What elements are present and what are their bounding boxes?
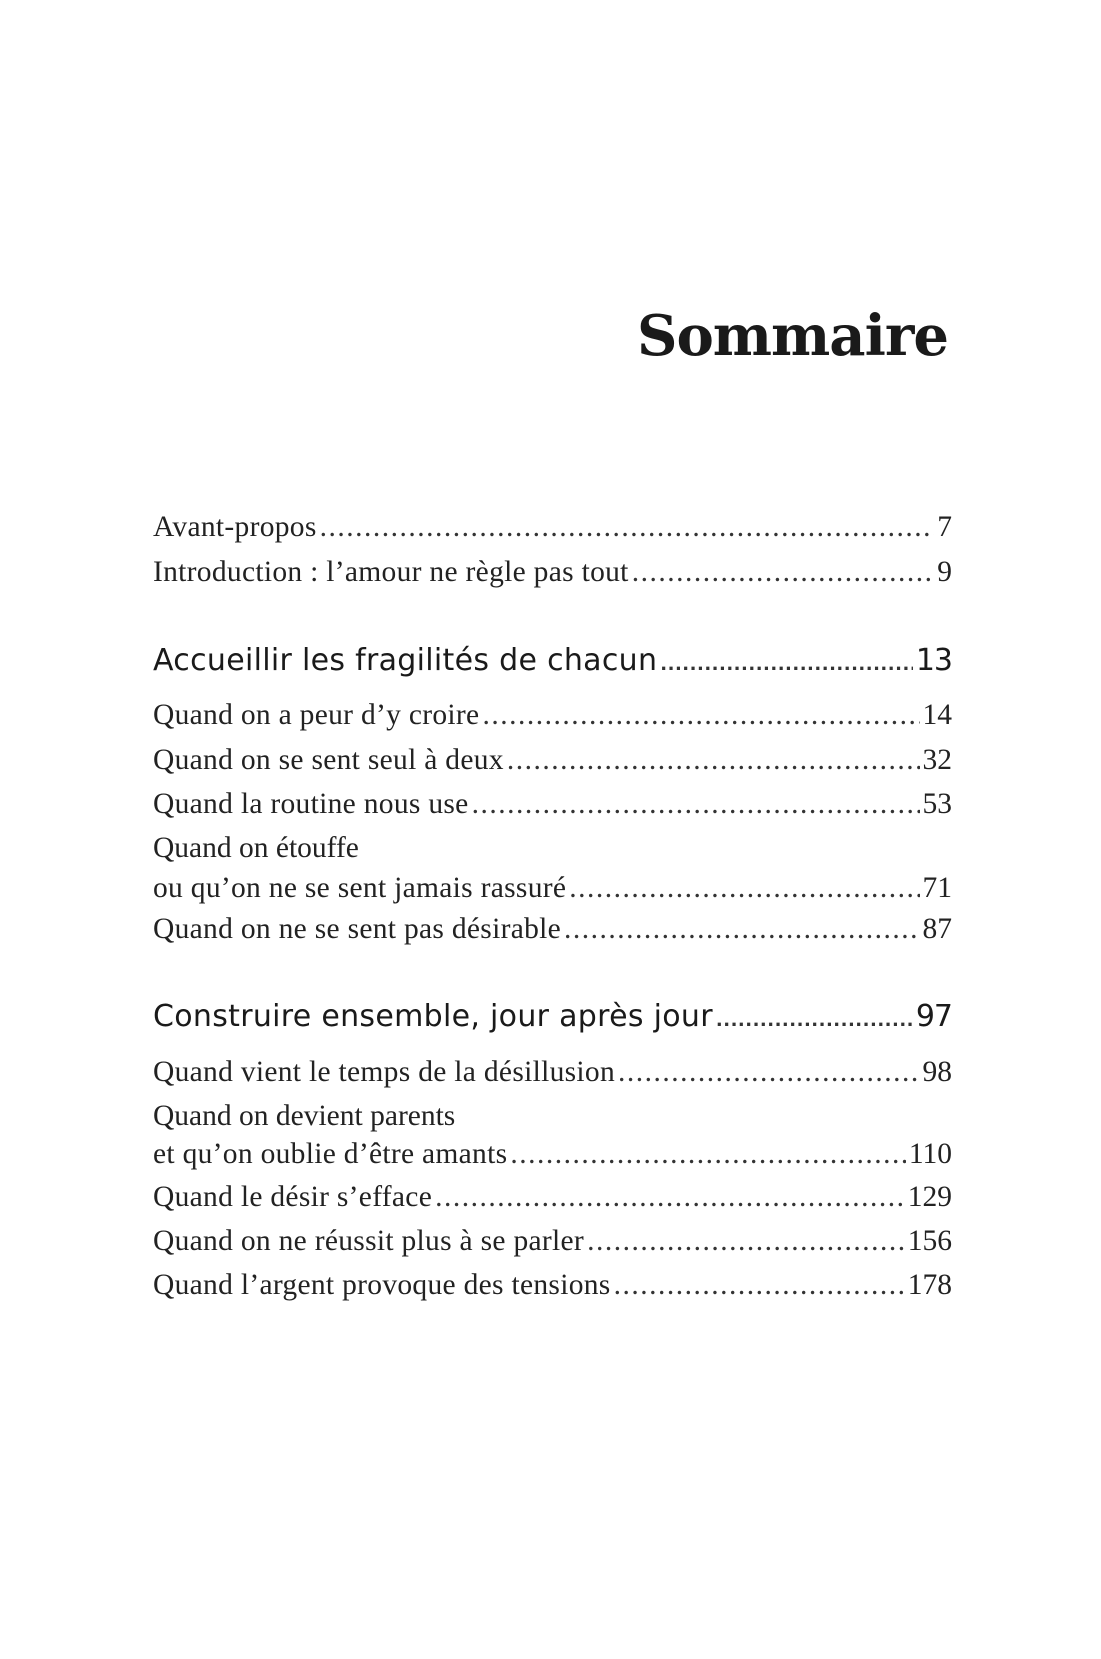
toc-entry-first-line: Quand on étouffe <box>153 832 359 864</box>
toc-entry <box>153 782 952 826</box>
toc-entry-text: et qu’on oublie d’être amants <box>153 1138 508 1170</box>
toc-page-number: 9 <box>937 556 952 588</box>
toc-page-number: 178 <box>907 1269 952 1301</box>
toc-entry-avant-propos <box>153 505 952 549</box>
toc-page-number: 156 <box>907 1225 952 1257</box>
toc-page-number: 110 <box>908 1138 952 1170</box>
toc-section-heading-1 <box>153 636 952 690</box>
toc-section-text: Construire ensemble, jour après jour <box>153 999 713 1034</box>
dot-leader <box>614 1263 905 1307</box>
toc-entry-text: Quand vient le temps de la désillusion <box>153 1056 616 1088</box>
toc-entry <box>153 738 952 782</box>
toc-entry-introduction <box>153 550 952 594</box>
toc-section-heading-2 <box>153 992 952 1046</box>
toc-entry <box>153 693 952 737</box>
dot-leader <box>716 996 913 1046</box>
dot-leader <box>507 738 920 782</box>
dot-leader <box>660 640 913 690</box>
toc-page-number: 97 <box>915 999 952 1034</box>
dot-leader <box>510 1132 905 1176</box>
toc-entry-text: Quand on se sent seul à deux <box>153 744 504 776</box>
toc-entry-text: Quand le désir s’efface <box>153 1181 433 1213</box>
toc-entry-text: Introduction : l’amour ne règle pas tout <box>153 556 629 588</box>
toc-entry <box>153 1263 952 1307</box>
toc-page-number: 32 <box>922 744 952 776</box>
toc-entry-text: Quand on ne réussit plus à se parler <box>153 1225 585 1257</box>
toc-entry <box>153 1050 952 1094</box>
toc-entry <box>153 1219 952 1263</box>
toc-entry <box>153 1175 952 1219</box>
dot-leader <box>632 550 935 594</box>
page-title: Sommaire <box>637 303 948 369</box>
dot-leader <box>472 782 920 826</box>
toc-page-number: 87 <box>922 913 952 945</box>
dot-leader <box>587 1219 905 1263</box>
toc-page-number: 129 <box>907 1181 952 1213</box>
toc-page-number: 98 <box>922 1056 952 1088</box>
dot-leader <box>564 907 919 951</box>
toc-entry-text: Quand l’argent provoque des tensions <box>153 1269 611 1301</box>
dot-leader <box>482 693 919 737</box>
toc-entry-text: Quand la routine nous use <box>153 788 469 820</box>
toc-page-number: 71 <box>922 872 952 904</box>
toc-page-number: 14 <box>922 699 952 731</box>
toc-section-text: Accueillir les fragilités de chacun <box>153 643 658 678</box>
toc-entry-text: Quand on a peur d’y croire <box>153 699 480 731</box>
toc-entry <box>153 907 952 951</box>
toc-list <box>153 0 952 1659</box>
toc-entry-text: Avant-propos <box>153 511 317 543</box>
dot-leader <box>569 866 919 910</box>
toc-entry-first-line: Quand on devient parents <box>153 1100 456 1132</box>
toc-page-number: 7 <box>937 511 952 543</box>
toc-entry-two-line <box>153 1094 952 1176</box>
toc-page-number: 53 <box>922 788 952 820</box>
dot-leader <box>320 505 935 549</box>
toc-entry-text: ou qu’on ne se sent jamais rassuré <box>153 872 567 904</box>
toc-entry-text: Quand on ne se sent pas désirable <box>153 913 562 945</box>
toc-page-number: 13 <box>915 643 952 678</box>
dot-leader <box>435 1175 905 1219</box>
dot-leader <box>618 1050 919 1094</box>
toc-entry-two-line <box>153 826 952 910</box>
